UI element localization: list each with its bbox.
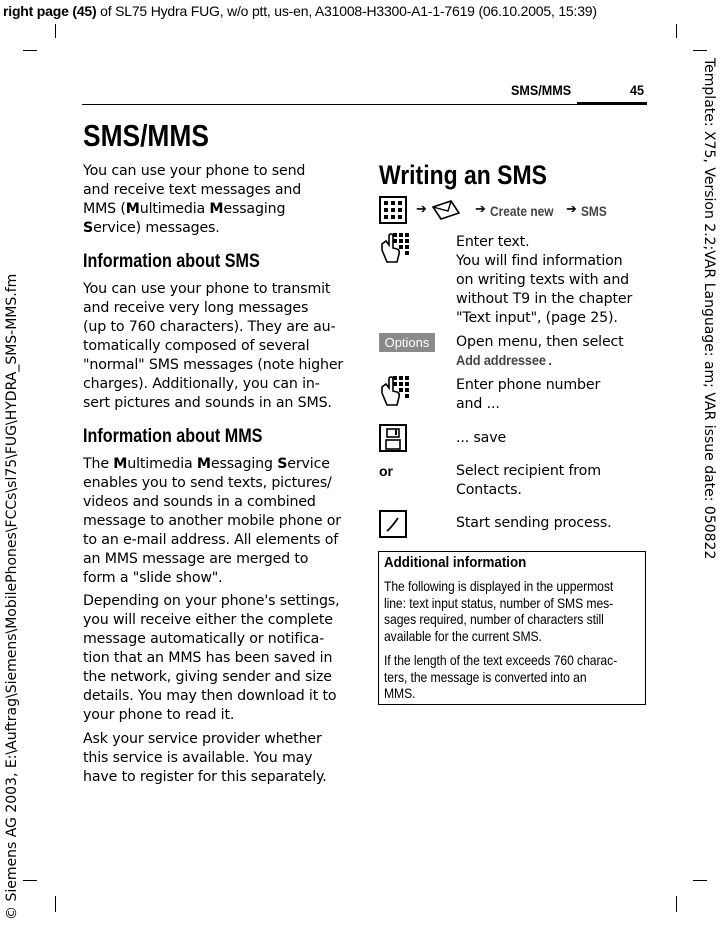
text-line: have to register for this separately.: [83, 769, 327, 785]
additional-info-paragraph: [384, 578, 636, 644]
save-floppy-icon: [379, 424, 407, 452]
crop-mark: [55, 24, 56, 38]
print-header: [3, 3, 597, 19]
text-line: tion that an MMS has been saved in: [83, 650, 333, 666]
start-sending-step: Start sending process.: [456, 515, 612, 531]
copyright-side-text: © Siemens AG 2003, E:\Auftrag\Siemens\MobilePhones\FCCs\sl75\FUG\HYDRA_SMS-MMS.fm: [4, 273, 20, 920]
text-line: an MMS message are merged to: [83, 551, 309, 567]
text-line: Enter text.: [456, 234, 530, 250]
text-line: (up to 760 characters). They are au-: [83, 319, 336, 335]
nav-arrow: ➔: [566, 201, 577, 216]
provider-paragraph: [83, 730, 358, 787]
text-line: ters, the message is converted into an: [384, 668, 587, 685]
text-line: Service) messages.: [83, 220, 220, 236]
settings-paragraph: [83, 592, 358, 725]
text-line: the network, giving sender and size: [83, 669, 332, 685]
envelope-icon: [431, 199, 461, 221]
additional-info-box: [378, 551, 646, 705]
text-line: sages required, number of characters still: [384, 611, 604, 627]
crop-mark: [676, 896, 677, 912]
text-line: You can use your phone to send: [83, 163, 306, 179]
text-line: Open menu, then select: [456, 334, 624, 350]
mms-info-paragraph: [83, 455, 358, 588]
crop-mark: [693, 880, 707, 881]
or-label: or: [379, 463, 393, 479]
crop-mark: [55, 896, 56, 912]
writing-sms-heading: Writing an SMS: [379, 160, 547, 190]
enter-text-step: [456, 233, 656, 328]
print-header-page: right page (45): [3, 3, 97, 19]
keypad-hand-icon: [379, 375, 411, 407]
sms-info-paragraph: [83, 280, 358, 413]
text-line: to an e-mail address. All elements of: [83, 532, 339, 548]
text-line: MMS (Multimedia Messaging: [83, 201, 286, 217]
crop-mark: [693, 50, 707, 51]
additional-info-title: Additional information: [384, 555, 527, 571]
text-line: enables you to send texts, pictures/: [83, 475, 332, 491]
sms-info-heading: Information about SMS: [83, 251, 260, 272]
text-line: You will find information: [456, 253, 623, 269]
text-line: line: text input status, number of SMS mes-: [384, 594, 614, 611]
print-header-info: of SL75 Hydra FUG, w/o ptt, us-en, A31008-H3300-A1-1-7619 (06.10.2005, 15:39): [96, 3, 597, 19]
enter-number-step: [456, 376, 656, 414]
text-line: Contacts.: [456, 482, 522, 498]
mms-info-heading: Information about MMS: [83, 426, 263, 447]
crop-mark: [23, 50, 37, 51]
text-line: and ...: [456, 396, 500, 412]
text-line: If the length of the text exceeds 760 charac-: [384, 652, 618, 668]
text-line: and receive text messages and: [83, 182, 302, 198]
text-line: Depending on your phone's settings,: [83, 593, 340, 609]
text-line: your phone to read it.: [83, 707, 235, 723]
menu-sms: SMS: [581, 203, 607, 219]
crop-mark: [676, 24, 677, 38]
text-line: Add addressee .: [456, 353, 553, 369]
menu-grid-icon: [379, 196, 407, 224]
text-line: tomatically composed of several: [83, 338, 310, 354]
text-line: you will receive either the complete: [83, 612, 333, 628]
text-line: videos and sounds in a combined: [83, 494, 316, 510]
text-line: this service is available. You may: [83, 750, 313, 766]
running-header-page: 45: [630, 82, 645, 98]
text-line: Enter phone number: [456, 377, 601, 393]
text-line: The Multimedia Messaging Service: [83, 456, 330, 472]
menu-create-new: Create new: [490, 203, 554, 219]
menu-add-addressee: Add addressee: [456, 353, 546, 369]
text-line: MMS.: [384, 685, 416, 701]
text-line: message to another mobile phone or: [83, 513, 341, 529]
text-line: form a "slide show".: [83, 570, 223, 586]
select-recipient-step: [456, 462, 656, 500]
send-call-icon: [379, 510, 407, 538]
nav-arrow: ➔: [416, 201, 427, 216]
additional-info-paragraph: [384, 652, 636, 702]
intro-paragraph: [83, 162, 353, 238]
save-step: ... save: [456, 430, 507, 446]
text-line: charges). Additionally, you can in-: [83, 376, 320, 392]
text-line: message automatically or notifica-: [83, 631, 325, 647]
header-rule-accent: [577, 102, 647, 105]
text-line: details. You may then download it to: [83, 688, 337, 704]
text-line: "normal" SMS messages (note higher: [83, 357, 344, 373]
nav-arrow: ➔: [475, 201, 486, 216]
keypad-hand-icon: [379, 232, 411, 264]
running-header-section: SMS/MMS: [511, 82, 572, 98]
page-title: SMS/MMS: [83, 118, 209, 153]
open-menu-step: [456, 333, 656, 371]
options-softkey[interactable]: Options: [379, 333, 435, 352]
text-line: available for the current SMS.: [384, 627, 542, 644]
text-line: and receive very long messages: [83, 300, 309, 316]
text-line: Select recipient from: [456, 463, 601, 479]
text-line: You can use your phone to transmit: [83, 281, 331, 297]
text-line: "Text input", (page 25).: [456, 310, 618, 326]
text-line: without T9 in the chapter: [456, 291, 633, 307]
text-line: Ask your service provider whether: [83, 731, 322, 747]
header-rule: [82, 104, 647, 105]
text-line: on writing texts with and: [456, 272, 630, 288]
template-side-text: Template: X75, Version 2.2;VAR Language: am; VAR issue date: 050822: [701, 58, 717, 560]
text-line: sert pictures and sounds in an SMS.: [83, 395, 332, 411]
text-line: The following is displayed in the uppermost: [384, 578, 614, 594]
